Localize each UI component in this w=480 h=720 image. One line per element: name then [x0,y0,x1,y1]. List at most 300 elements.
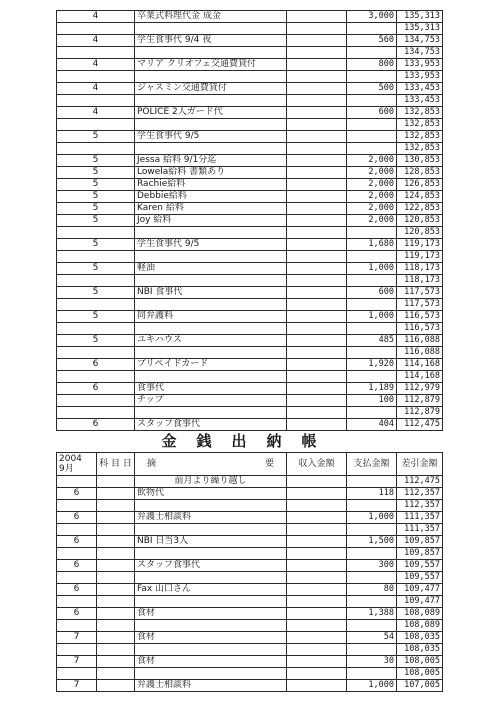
row-day [57,47,135,59]
row-description [135,500,287,512]
ledger-row [57,359,443,371]
row-income [287,299,347,311]
row-day: 5 [57,311,135,323]
row-income [287,668,347,680]
row-income [287,656,347,668]
row-balance: 133,453 [397,83,443,95]
row-day [57,407,135,419]
row-expense: 1,189 [347,383,397,395]
row-expense: 404 [347,419,397,431]
row-expense: 3,000 [347,11,397,23]
row-income [287,500,347,512]
row-income [287,143,347,155]
row-day: 5 [57,263,135,275]
row-subject [97,548,135,560]
ledger-row [57,500,443,512]
row-balance: 112,357 [397,500,443,512]
row-day: 5 [57,239,135,251]
row-expense: 80 [347,584,397,596]
ledger-row [57,512,443,524]
ledger-body-bottom [57,488,443,692]
row-expense [347,548,397,560]
ledger-row [57,680,443,692]
row-income [287,620,347,632]
row-balance: 119,173 [397,251,443,263]
ledger-row [57,596,443,608]
row-balance: 122,853 [397,203,443,215]
row-balance: 112,475 [397,419,443,431]
row-expense [347,407,397,419]
row-day [57,644,97,656]
row-description [135,524,287,536]
header-income: 収入金額 [287,453,347,476]
ledger-row [57,23,443,35]
row-description: Fax 山口さん [135,584,287,596]
row-expense: 1,680 [347,239,397,251]
row-income [287,203,347,215]
row-expense [347,143,397,155]
row-description: Jessa 給料 9/1分迄 [135,155,287,167]
row-description [135,47,287,59]
row-expense [347,275,397,287]
header-year-month [57,453,97,476]
row-expense: 30 [347,656,397,668]
ledger-row [57,536,443,548]
row-income [287,263,347,275]
header-desc-left: 摘 [147,458,157,469]
header-subject: 科 目 [99,458,120,469]
ledger-row [57,95,443,107]
row-description [135,548,287,560]
ledger-table-top [56,10,443,431]
row-description: 学生食事代 9/5 [135,131,287,143]
row-balance: 118,173 [397,275,443,287]
row-day [57,143,135,155]
header-day: 日 [122,458,132,469]
header-month: 9月 [59,464,74,474]
row-balance: 116,088 [397,335,443,347]
row-income [287,512,347,524]
row-description [135,668,287,680]
header-description [135,453,287,476]
row-day: 5 [57,155,135,167]
ledger-row [57,299,443,311]
row-description: プリペイドカード [135,359,287,371]
row-income [287,395,347,407]
row-day [57,227,135,239]
row-balance: 108,005 [397,668,443,680]
row-income [287,323,347,335]
ledger-row [57,488,443,500]
row-description [135,620,287,632]
row-income [287,584,347,596]
row-expense: 54 [347,632,397,644]
ledger-row [57,560,443,572]
row-day [57,119,135,131]
row-expense: 560 [347,35,397,47]
ledger-row [57,383,443,395]
row-description: 飲物代 [135,488,287,500]
row-description [135,572,287,584]
row-description [135,371,287,383]
row-description [135,596,287,608]
ledger-row [57,155,443,167]
row-balance: 112,879 [397,407,443,419]
row-day: 7 [57,656,97,668]
row-day [57,668,97,680]
ledger-row [57,395,443,407]
row-balance: 135,313 [397,11,443,23]
row-income [287,227,347,239]
row-income [287,632,347,644]
row-expense: 2,000 [347,215,397,227]
row-description: 食事代 [135,383,287,395]
carry-empty-4 [347,476,397,488]
row-expense: 2,000 [347,155,397,167]
row-balance: 117,573 [397,287,443,299]
row-day: 5 [57,335,135,347]
row-subject [97,512,135,524]
row-subject [97,500,135,512]
row-day: 7 [57,680,97,692]
header-subject-day [97,453,135,476]
row-balance: 130,853 [397,155,443,167]
row-description: チップ [135,395,287,407]
row-balance: 132,853 [397,119,443,131]
header-expense: 支払金額 [347,453,397,476]
row-subject [97,572,135,584]
row-day: 5 [57,131,135,143]
row-description: 同弁護料 [135,311,287,323]
ledger-body-top [57,11,443,431]
ledger-row [57,11,443,23]
row-day: 5 [57,191,135,203]
ledger-row [57,335,443,347]
row-income [287,548,347,560]
row-income [287,335,347,347]
row-balance: 132,853 [397,143,443,155]
row-description: ユキハウス [135,335,287,347]
row-income [287,524,347,536]
row-day: 5 [57,215,135,227]
row-day [57,347,135,359]
row-income [287,680,347,692]
row-description [135,227,287,239]
row-income [287,47,347,59]
row-description [135,407,287,419]
row-balance: 112,979 [397,383,443,395]
row-expense: 1,500 [347,536,397,548]
row-balance: 108,089 [397,608,443,620]
row-day: 6 [57,359,135,371]
ledger-row [57,644,443,656]
row-expense [347,620,397,632]
row-description: Karen 給料 [135,203,287,215]
ledger-row [57,287,443,299]
row-day: 6 [57,584,97,596]
row-income [287,644,347,656]
row-expense: 300 [347,560,397,572]
row-description: ジャスミン交通費貸付 [135,83,287,95]
row-day: 4 [57,107,135,119]
row-balance: 114,168 [397,359,443,371]
row-income [287,251,347,263]
row-description: 学生食事代 9/5 [135,239,287,251]
row-description: 弁護士相談料 [135,680,287,692]
ledger-row [57,251,443,263]
row-description: 軽油 [135,263,287,275]
row-subject [97,560,135,572]
row-day: 6 [57,419,135,431]
row-income [287,572,347,584]
row-expense: 2,000 [347,179,397,191]
row-description: 弁護士相談料 [135,512,287,524]
row-subject [97,668,135,680]
row-expense [347,524,397,536]
row-expense: 1,000 [347,263,397,275]
row-income [287,119,347,131]
row-description: スタッフ食事代 [135,419,287,431]
row-day: 6 [57,536,97,548]
row-subject [97,608,135,620]
row-description [135,95,287,107]
row-expense: 1,388 [347,608,397,620]
row-expense [347,23,397,35]
row-day: 6 [57,512,97,524]
row-expense: 600 [347,107,397,119]
ledger-row [57,71,443,83]
row-description: 食材 [135,656,287,668]
row-income [287,359,347,371]
ledger-row [57,179,443,191]
row-balance: 108,035 [397,644,443,656]
ledger-row [57,371,443,383]
ledger-header-row [57,453,443,476]
ledger-row [57,143,443,155]
ledger-row [57,347,443,359]
row-income [287,155,347,167]
row-balance: 128,853 [397,167,443,179]
ledger-row [57,47,443,59]
row-description: 卒業式料理代金 成金 [135,11,287,23]
ledger-row [57,131,443,143]
carry-empty-1 [57,476,97,488]
row-balance: 134,753 [397,35,443,47]
row-income [287,311,347,323]
row-income [287,608,347,620]
row-expense [347,95,397,107]
row-day: 4 [57,35,135,47]
row-day [57,620,97,632]
ledger-row [57,656,443,668]
row-balance: 111,357 [397,512,443,524]
row-balance: 112,357 [397,488,443,500]
row-day: 5 [57,287,135,299]
row-description: 食材 [135,632,287,644]
row-balance: 116,573 [397,323,443,335]
row-balance: 124,853 [397,191,443,203]
carry-over-balance: 112,475 [397,476,443,488]
row-expense [347,299,397,311]
carry-empty-2 [97,476,135,488]
row-day: 6 [57,608,97,620]
row-day [57,572,97,584]
row-day [57,71,135,83]
row-income [287,95,347,107]
row-expense: 1,000 [347,311,397,323]
row-expense [347,347,397,359]
row-expense: 2,000 [347,191,397,203]
row-expense: 500 [347,83,397,95]
row-income [287,107,347,119]
row-day: 6 [57,560,97,572]
row-expense [347,71,397,83]
row-income [287,488,347,500]
row-description [135,143,287,155]
row-balance: 116,573 [397,311,443,323]
row-income [287,536,347,548]
row-income [287,23,347,35]
row-day: 4 [57,11,135,23]
row-subject [97,632,135,644]
row-income [287,71,347,83]
row-balance: 109,477 [397,584,443,596]
row-balance: 117,573 [397,299,443,311]
carry-empty-3 [287,476,347,488]
row-expense: 2,000 [347,167,397,179]
ledger-row [57,215,443,227]
row-day [57,596,97,608]
row-day: 5 [57,179,135,191]
row-expense [347,596,397,608]
row-day [57,23,135,35]
row-balance: 120,853 [397,227,443,239]
row-subject [97,680,135,692]
header-desc-right: 要 [264,458,274,469]
row-expense [347,668,397,680]
row-day [57,371,135,383]
row-day [57,299,135,311]
row-expense [347,323,397,335]
row-description: Debbie給料 [135,191,287,203]
ledger-row [57,548,443,560]
row-balance: 112,879 [397,395,443,407]
ledger-row [57,608,443,620]
ledger-row [57,167,443,179]
row-expense: 1,000 [347,512,397,524]
row-balance: 133,953 [397,71,443,83]
row-description: NBI 食事代 [135,287,287,299]
row-balance: 120,853 [397,215,443,227]
row-income [287,239,347,251]
row-description [135,119,287,131]
ledger-row [57,83,443,95]
row-day [57,95,135,107]
row-description: 学生食事代 9/4 夜 [135,35,287,47]
row-expense [347,119,397,131]
ledger-row [57,419,443,431]
row-day: 4 [57,83,135,95]
row-subject [97,488,135,500]
row-income [287,83,347,95]
row-description [135,299,287,311]
ledger-row [57,275,443,287]
row-description [135,275,287,287]
row-day: 4 [57,59,135,71]
row-expense [347,644,397,656]
row-subject [97,596,135,608]
ledger-row [57,119,443,131]
row-expense [347,131,397,143]
row-balance: 134,753 [397,47,443,59]
row-expense [347,47,397,59]
ledger-row [57,632,443,644]
row-income [287,131,347,143]
row-day [57,251,135,263]
row-expense [347,251,397,263]
row-day [57,548,97,560]
row-day [57,323,135,335]
ledger-row [57,107,443,119]
ledger-row [57,572,443,584]
row-day: 5 [57,167,135,179]
ledger-row [57,524,443,536]
ledger-row [57,59,443,71]
row-income [287,419,347,431]
carry-over-label: 前月より繰り越し [135,476,287,488]
row-expense: 1,920 [347,359,397,371]
ledger-row [57,407,443,419]
row-day: 6 [57,383,135,395]
ledger-row [57,227,443,239]
row-description [135,347,287,359]
ledger-row [57,263,443,275]
row-balance: 109,857 [397,536,443,548]
row-balance: 108,035 [397,632,443,644]
row-subject [97,644,135,656]
row-balance: 108,005 [397,656,443,668]
ledger-table-bottom [56,452,443,692]
row-balance: 109,477 [397,596,443,608]
row-day: 5 [57,203,135,215]
row-expense: 2,000 [347,203,397,215]
ledger-title: 金銭出納帳 [161,432,337,450]
row-balance: 119,173 [397,239,443,251]
header-year: 2004 [59,454,82,464]
row-description [135,644,287,656]
ledger-row [57,668,443,680]
row-income [287,179,347,191]
row-income [287,215,347,227]
row-balance: 109,557 [397,560,443,572]
row-day: 7 [57,632,97,644]
row-description: NBI 日当3人 [135,536,287,548]
row-income [287,11,347,23]
row-expense [347,371,397,383]
row-income [287,275,347,287]
row-expense: 1,000 [347,680,397,692]
row-balance: 109,857 [397,548,443,560]
row-day [57,500,97,512]
row-balance: 133,453 [397,95,443,107]
row-expense: 800 [347,59,397,71]
header-balance: 差引金額 [397,453,443,476]
row-expense [347,227,397,239]
ledger-row [57,620,443,632]
row-income [287,59,347,71]
row-balance: 107,005 [397,680,443,692]
row-income [287,383,347,395]
